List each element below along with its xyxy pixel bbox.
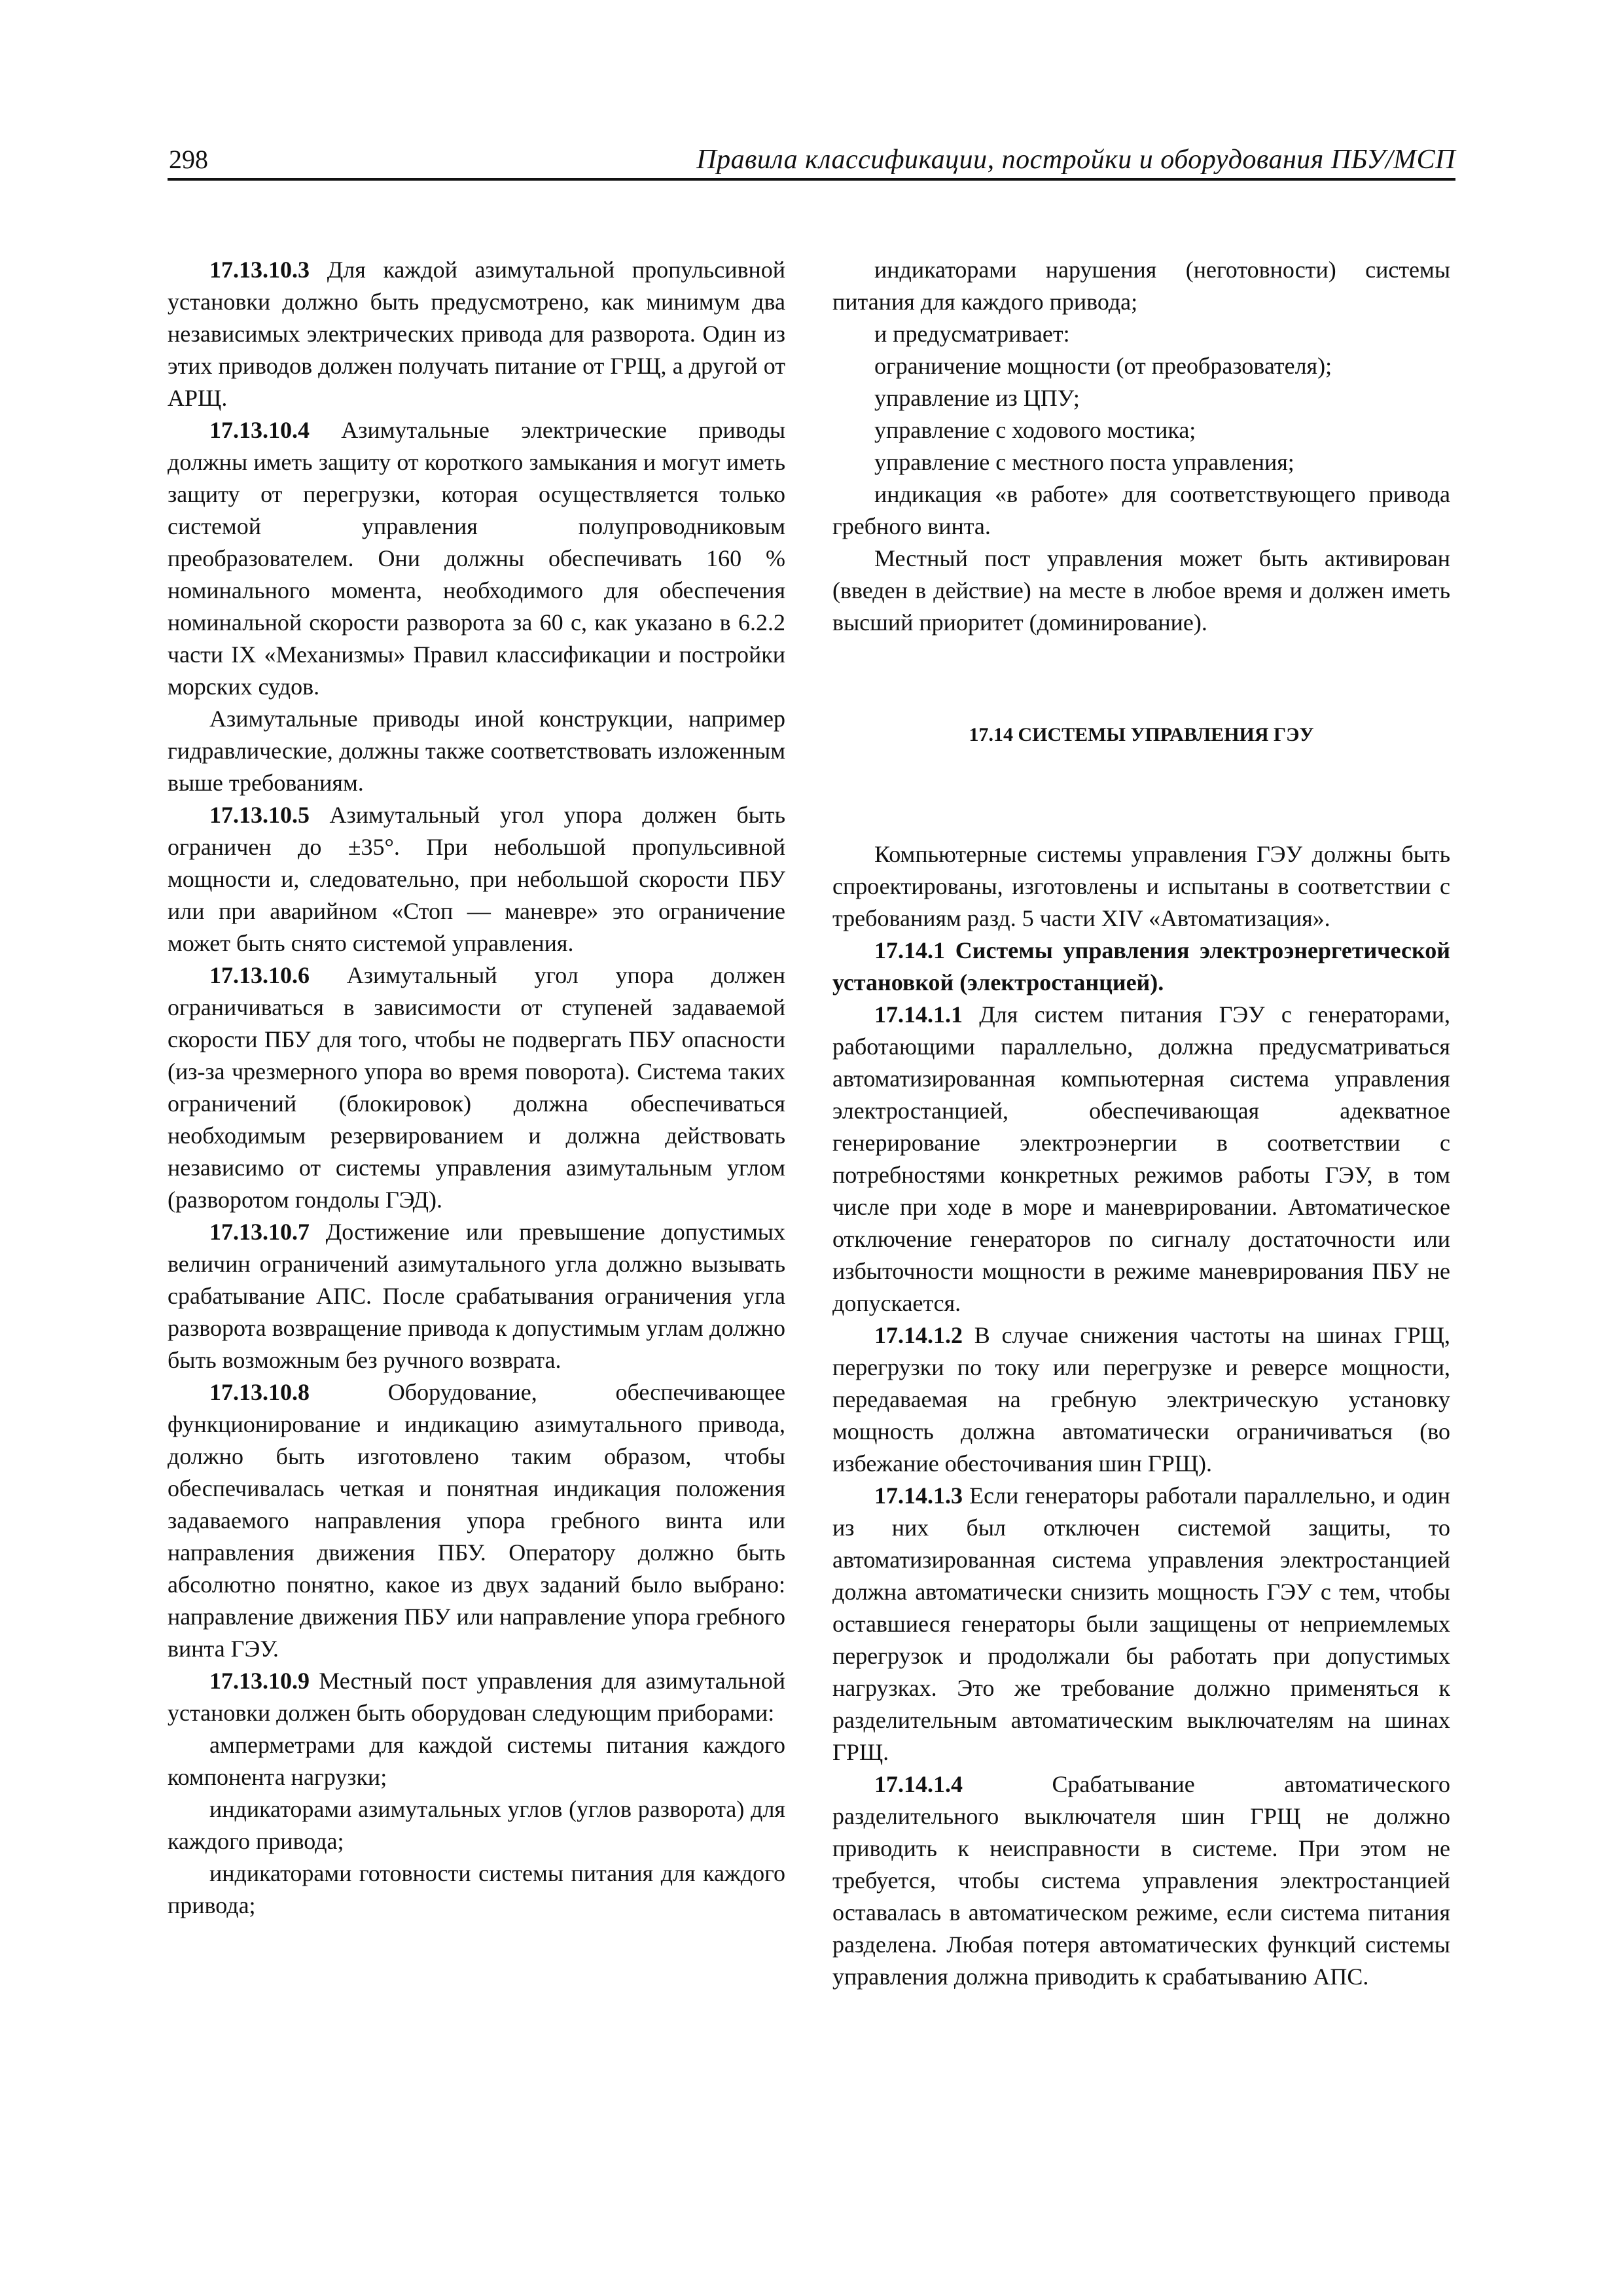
list-item: амперметрами для каждой системы питания каждого компонента нагрузки; [168,1732,785,1790]
clause-number: 17.14.1.1 [874,1001,963,1028]
right-column [832,254,1450,1993]
list-item: управление с местного поста управления; [874,449,1294,475]
paragraph-17-13-10-8: 17.13.10.8 Оборудование, обеспечивающее функционирование и индикацию азимутального привода, должно быть изготовлено таким образом, чтобы обеспечивалась четкая и понятная индикация положения задаваемого направления упора гребного винта или направления движения ПБУ. Оператору должно быть абсолютно понятно, какое из двух заданий было выбрано: направление движения ПБУ или направление упора гребного винта ГЭУ. [168,1379,785,1662]
paragraph: Азимутальные приводы иной конструкции, например гидравлические, должны также соответствовать изложенным выше требованиям. [168,706,785,796]
list-item: управление с ходового мостика; [874,417,1196,443]
paragraph-17-13-10-7: 17.13.10.7 Достижение или превышение допустимых величин ограничений азимутального угла должно вызывать срабатывание АПС. После срабатывания ограничения угла разворота возвращение привода к допустимым углам должно быть возможным без ручного возврата. [168,1219,785,1373]
paragraph-17-13-10-5: 17.13.10.5 Азимутальный угол упора должен быть ограничен до ±35°. При небольшой пропульсивной мощности и, следовательно, при небольшой скорости ПБУ или при аварийном «Стоп — маневре» это ограничение может быть снято системой управления. [168,802,785,956]
paragraph-17-13-10-6: 17.13.10.6 Азимутальный угол упора должен ограничиваться в зависимости от ступеней задаваемой скорости ПБУ для того, чтобы не подвергать ПБУ опасности (из-за чрезмерного упора во время поворота). Система таких ограничений (блокировок) должна обеспечиваться необходимым резервированием и должна действовать независимо от системы управления азимутальным углом (разворотом гондолы ГЭД). [168,962,785,1213]
list-item: индикаторами готовности системы питания для каждого привода; [168,1860,785,1918]
left-column [168,254,785,1922]
paragraph-17-13-10-3: 17.13.10.3 Для каждой азимутальной пропульсивной установки должно быть предусмотрено, как минимум два независимых электрических привода для разворота. Один из этих приводов должен получать питание от ГРЩ, а другой от АРЩ. [168,257,785,411]
paragraph: Компьютерные системы управления ГЭУ должны быть спроектированы, изготовлены и испытаны в соответствии с требованиям разд. 5 части XIV «Автоматизация». [832,841,1450,931]
clause-number: 17.13.10.8 [209,1379,310,1405]
clause-number: 17.14.1.3 [874,1482,963,1509]
section-title: 17.14 СИСТЕМЫ УПРАВЛЕНИЯ ГЭУ [969,724,1314,745]
clause-number: 17.13.10.7 [209,1219,310,1245]
list-item: управление из ЦПУ; [874,385,1080,411]
paragraph: Местный пост управления может быть активирован (введен в действие) на месте в любое время и должен иметь высший приоритет (доминирование). [832,545,1450,636]
clause-heading: Системы управления электроэнергетической установкой (электростанцией). [832,937,1450,996]
paragraph-17-14-1-2: 17.14.1.2 В случае снижения частоты на шинах ГРЩ, перегрузки по току или перегрузке и реверсе мощности, передаваемая на гребную электрическую установку мощность должна автоматически ограничиваться (во избежание обесточивания шин ГРЩ). [832,1322,1450,1477]
list-item: индикаторами нарушения (неготовности) системы питания для каждого привода; [832,257,1450,315]
clause-number: 17.14.1.2 [874,1322,963,1348]
clause-number: 17.13.10.9 [209,1668,310,1694]
list-item: ограничение мощности (от преобразователя); [874,353,1332,379]
clause-number: 17.13.10.6 [209,962,310,988]
clause-number: 17.14.1.4 [874,1771,963,1797]
paragraph-17-14-1-3: 17.14.1.3 Если генераторы работали параллельно, и один из них был отключен системой защиты, то автоматизированная система управления электростанцией должна автоматически снизить мощность ГЭУ с тем, чтобы оставшиеся генераторы были защищены от неприемлемых перегрузок и продолжали бы работать при допустимых нагрузках. Это же требование должно применяться к разделительным автоматическим выключателям на шинах ГРЩ. [832,1482,1450,1765]
paragraph-17-13-10-4: 17.13.10.4 Азимутальные электрические приводы должны иметь защиту от короткого замыкания и могут иметь защиту от перегрузки, которая осуществляется только системой управления полупроводниковым преобразователем. Они должны обеспечивать 160 % номинального момента, необходимого для обеспечения номинальной скорости разворота за 60 с, как указано в 6.2.2 части IX «Механизмы» Правил классификации и постройки морских судов. [168,417,785,700]
list-item: и предусматривает: [874,321,1070,347]
clause-number: 17.13.10.4 [209,417,310,443]
clause-number: 17.14.1 [874,937,945,963]
paragraph-17-13-10-9: 17.13.10.9 Местный пост управления для азимутальной установки должен быть оборудован следующим приборами: [168,1668,785,1726]
running-title: Правила классификации, постройки и оборудования ПБУ/МСП [696,145,1455,175]
page-number: 298 [169,145,208,174]
paragraph-17-14-1-1: 17.14.1.1 Для систем питания ГЭУ с генераторами, работающими параллельно, должна предусматриваться автоматизированная компьютерная система управления электростанцией, обеспечивающая адекватное генерирование электроэнергии в соответствии с потребностями конкретных режимов работы ГЭУ, в том числе при ходе в море и маневрировании. Автоматическое отключение генераторов по сигналу достаточности или избыточности мощности в режиме маневрирования ПБУ не допускается. [832,1001,1450,1316]
page-header [168,139,1455,181]
list-item: индикаторами азимутальных углов (углов разворота) для каждого привода; [168,1796,785,1854]
clause-number: 17.13.10.5 [209,802,310,828]
paragraph-17-14-1-4: 17.14.1.4 Срабатывание автоматического разделительного выключателя шин ГРЩ не должно приводить к неисправности в системе. При этом не требуется, чтобы система управления электростанцией оставалась в автоматическом режиме, если система питания разделена. Любая потеря автоматических функций системы управления должна приводить к срабатыванию АПС. [832,1771,1450,1990]
clause-number: 17.13.10.3 [209,257,310,283]
paragraph-17-14-1 [832,935,1450,999]
list-item: индикация «в работе» для соответствующего привода гребного винта. [832,481,1450,539]
